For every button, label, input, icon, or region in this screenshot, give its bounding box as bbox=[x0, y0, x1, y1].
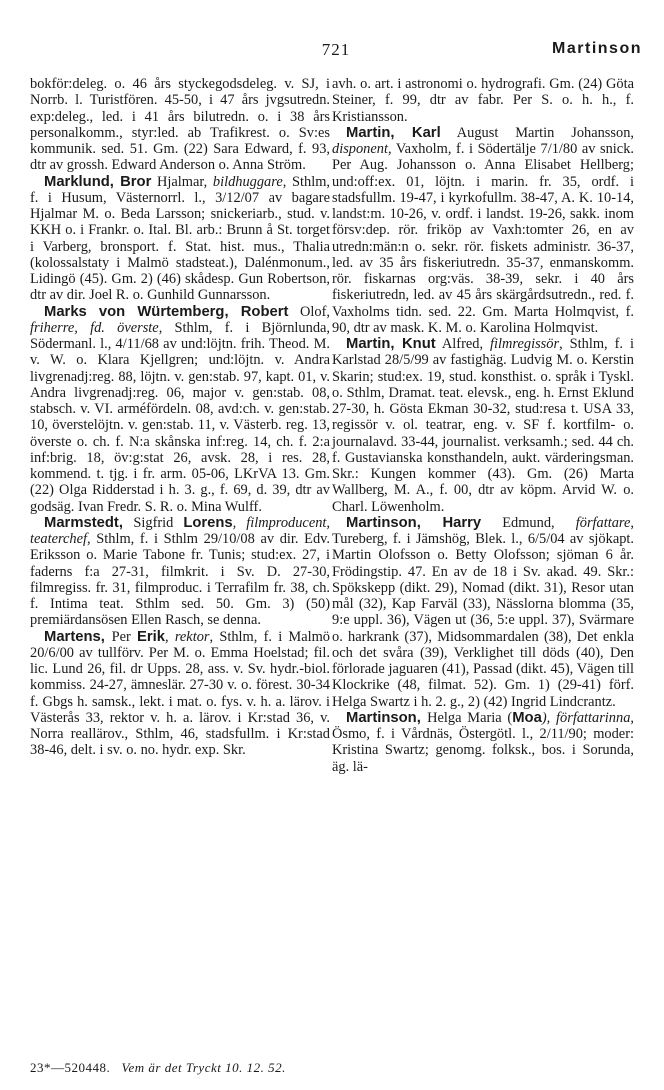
entry-surname: Martens, bbox=[44, 628, 112, 645]
entry-surname: Martinson, bbox=[346, 514, 443, 531]
entry-callname: Robert bbox=[240, 303, 289, 320]
entry-surname: Martinson, bbox=[346, 709, 428, 726]
entry-martens: Martens, Per Erik, rektor, Sthlm, f. i Malmö 20/6/00 av tullförv. Per M. o. Emma Hoelstad; fil. lic. Lund 26, fil. dr Upps. 28, ass. v. Sv. hydr.-biol. kommiss. 24-27, ämneslär. 27-30 v. o. förest. 30-34 f. Gbgs h. samsk., lekt. i mat. o. fys. v. h. a. lärov. i Västerås 33, rektor v. h. a. lärov. i Kr:stad 36, v. Norra reallärov., Sthlm, 46, stadsfullm. i Kr:stad 38-46, delt. i sv. o. no. hydr. exp. Skr. bbox=[30, 628, 331, 759]
left-column bbox=[30, 76, 330, 759]
entry-continuation: bokför:deleg. o. 46 års styckegodsdeleg. v. SJ, i Norrb. l. Turistfören. 45-50, i 47 års jvgsutredn. exp:deleg., led. i 41 års bilutredn. o. i 38 års personalkomm., styr:led. ab Trafikrest. o. Sv:es kommunik. sed. 51. Gm. (22) Sara Edward, f. 93, dtr av grossh. Edward Anderson o. Anna Ström. bbox=[30, 76, 330, 174]
entry-martin-karl: Martin, Karl August Martin Johansson, disponent, Vaxholm, f. i Södertälje 7/1/80 av snick. Per Aug. Johansson o. Anna Elisabet Hellberg; und:off:ex. 01, löjtn. i marin. fr. 35, ordf. i stadsfullm. 19-47, i kyrkofullm. 38-47, A. K. 10-14, landst:m. 10-26, v. ordf. i landst. 19-26, sakk. inom försv:dep. rör. friköp av Vaxh:tomter 26, en av utredn:män:n o. sekr. rör. fiskets administr. 36-37, led. av 35 års fiskeriutredn. 35-37, enmanskomm. rör. fiskarnas org:väs. 38-39, sekr. i 40 års fiskeriutredn, led. av 45 års skärgårdsutredn., red. f. Vaxholms tidn. sed. 22. Gm. Marta Holmqvist, f. 90, dtr av mask. K. M. o. Karolina Holmqvist. bbox=[332, 124, 634, 336]
entry-marks-von-wurtemberg: Marks von Würtemberg, Robert Olof, friherre, fd. överste, Sthlm, f. i Björnlunda, Södermanl. l., 4/11/68 av und:löjtn. frih. Theod. M. v. W. o. Klara Kjellgren; und:löjtn. v. Andra livgrenadj:reg. 88, löjtn. v. gen:stab. 97, kapt. 01, v. Andra livgrenadj:reg. 06, major v. gen:stab. 08, stabsch. v. VI. arméfördeln. 08, avd:ch. v. gen:stab. 10, överstelöjtn. v. gen:stab. 11, v. Västerb. reg. 13, överste o. ch. f. N:a skånska inf:reg. 14, ch. f. 2:a inf:brig. 18, öv:g:stat 26, avsk. 28, i res. 28, kommend. t. tjg. i fr. arm. 05-06, LKrVA 13. Gm. (22) Olga Ridderstad i h. 3. g., f. 69, d. 39, dtr av godsäg. Ivan Fredr. S. R. o. Mina Wulff. bbox=[30, 303, 331, 515]
entry-surname: Marks von Würtemberg, bbox=[44, 303, 241, 320]
entry-surname: Marmstedt, bbox=[44, 514, 134, 531]
entry-martinson-moa: Martinson, Helga Maria (Moa), författarinna, Ösmo, f. i Vårdnäs, Östergötl. l., 2/11/90; moder: Kristina Swartz; genomg. folksk., bos. i Sorunda, äg. lä- bbox=[332, 709, 634, 775]
printer-signature: 23*—520448. bbox=[30, 1060, 111, 1075]
entry-martinson-harry: Martinson, Harry Edmund, författare, Tureberg, f. i Jämshög, Blek. l., 6/5/04 av sjökapt. Martin Olofsson o. Betty Olofsson; sjöman 6 år. Frödingstip. 47. En av de 18 i Sv. akad. 49. Skr.: Spökskepp (dikt. 29), Nomad (dikt. 31), Resor utan mål (32), Kap Farväl (33), Nässlorna blomma (35, 9:e uppl. 36), Vägen ut (36, 5:e uppl. 37), Svärmare o. harkrank (37), Midsommardalen (38), Det enkla och det svåra (39), Verklighet till döds (40), Den förlorade jaguaren (41), Passad (dikt. 45), Vägen till Klockrike (48, filmat. 52). Gm. 1) (29-41) förf. Helga Swartz i h. 2. g., 2) (42) Ingrid Lindcrantz. bbox=[332, 514, 634, 710]
entry-occupation: bildhuggare bbox=[212, 173, 283, 190]
entry-continuation: avh. o. art. i astronomi o. hydrografi. Gm. (24) Göta Steiner, f. 99, dtr av fabr. Per S. o. h. h., f. Kristiansson. bbox=[332, 76, 634, 125]
entry-callname: Karl bbox=[411, 124, 441, 141]
entry-occupation: filmregissör bbox=[490, 336, 560, 352]
imprint-line: Vem är det Tryckt 10. 12. 52. bbox=[121, 1060, 286, 1075]
right-column bbox=[332, 76, 634, 775]
page-header bbox=[30, 40, 642, 66]
entry-occupation: ), författarinna bbox=[541, 709, 631, 726]
entry-callname: Lorens bbox=[183, 514, 233, 531]
entry-callname: Erik bbox=[137, 628, 166, 645]
entry-martin-knut: Martin, Knut Alfred, filmregissör, Sthlm, f. i Karlstad 28/5/99 av fastighäg. Ludvig M. o. Kerstin Skarin; stud:ex. 19, stud. konsthist. o. språk i Tyskl. o. Sthlm, Dramat. teat. elevsk., eng. h. Ernst Eklund 27-30, h. Gösta Ekman 30-32, stud:resa t. USA 33, regissör v. ol. teatrar, eng. v. SF f. kortfilm- o. journalavd. 33-44, journalist. verksamh.; sed. 44 ch. f. Gustavianska konsthandeln, aukt. värderingsman. Skr.: Kungen kommer (43). Gm. (26) Marta Wallberg, M. A., f. 00, dtr av köpm. Arvid W. o. Charl. Löwenholm. bbox=[332, 336, 634, 515]
running-head: Martinson bbox=[552, 40, 642, 57]
entry-surname: Martin, bbox=[346, 336, 402, 352]
entry-callname: Bror bbox=[120, 173, 152, 190]
entry-callname: Moa bbox=[512, 709, 542, 726]
entry-occupation: friherre, fd. överste bbox=[30, 319, 159, 336]
entry-surname: Martin, bbox=[346, 124, 412, 141]
entry-occupation: författare bbox=[575, 514, 631, 531]
entry-callname: Harry bbox=[442, 514, 482, 531]
entry-marmstedt: Marmstedt, Sigfrid Lorens, filmproducent, teaterchef, Sthlm, f. i Sthlm 29/10/08 av dir. Edv. Eriksson o. Marie Tabone fr. Tunis; stud:ex. 27, i faderns f:a 27-31, filmkrit. i Sv. D. 27-30, filmregiss. fr. 31, filmproduc. i Terrafilm fr. 38, ch. f. Intima teat. Sthlm sed. 50. Gm. 3) (50) premiärdansösen Ellen Rasch, se denna. bbox=[30, 514, 330, 629]
entry-surname: Marklund, bbox=[44, 173, 121, 190]
entry-marklund: Marklund, Bror Hjalmar, bildhuggare, Sthlm, f. i Husum, Västernorrl. l., 3/12/07 av bagare Hjalmar M. o. Beda Larsson; snickeriarb., stud. v. KKH o. i Frankr. o. Ital. Bl. arb.: Brunn å St. torget i Varberg, bronsport. f. Stat. hist. mus., Thalia (kolossalstaty i Malmö stadsteat.), Dalénmonum., Lidingö (45). Gm. 2) (46) skådesp. Gun Robertson, dtr av dir. Joel R. o. Gunhild Gunnarsson. bbox=[30, 173, 330, 304]
page-footer bbox=[30, 1060, 286, 1076]
page-number: 721 bbox=[321, 40, 351, 59]
entry-occupation: , rektor bbox=[165, 628, 210, 645]
entry-occupation: , filmproducent, teaterchef bbox=[30, 514, 330, 547]
entry-callname: Knut bbox=[402, 336, 436, 352]
entry-occupation: disponent bbox=[332, 141, 388, 157]
